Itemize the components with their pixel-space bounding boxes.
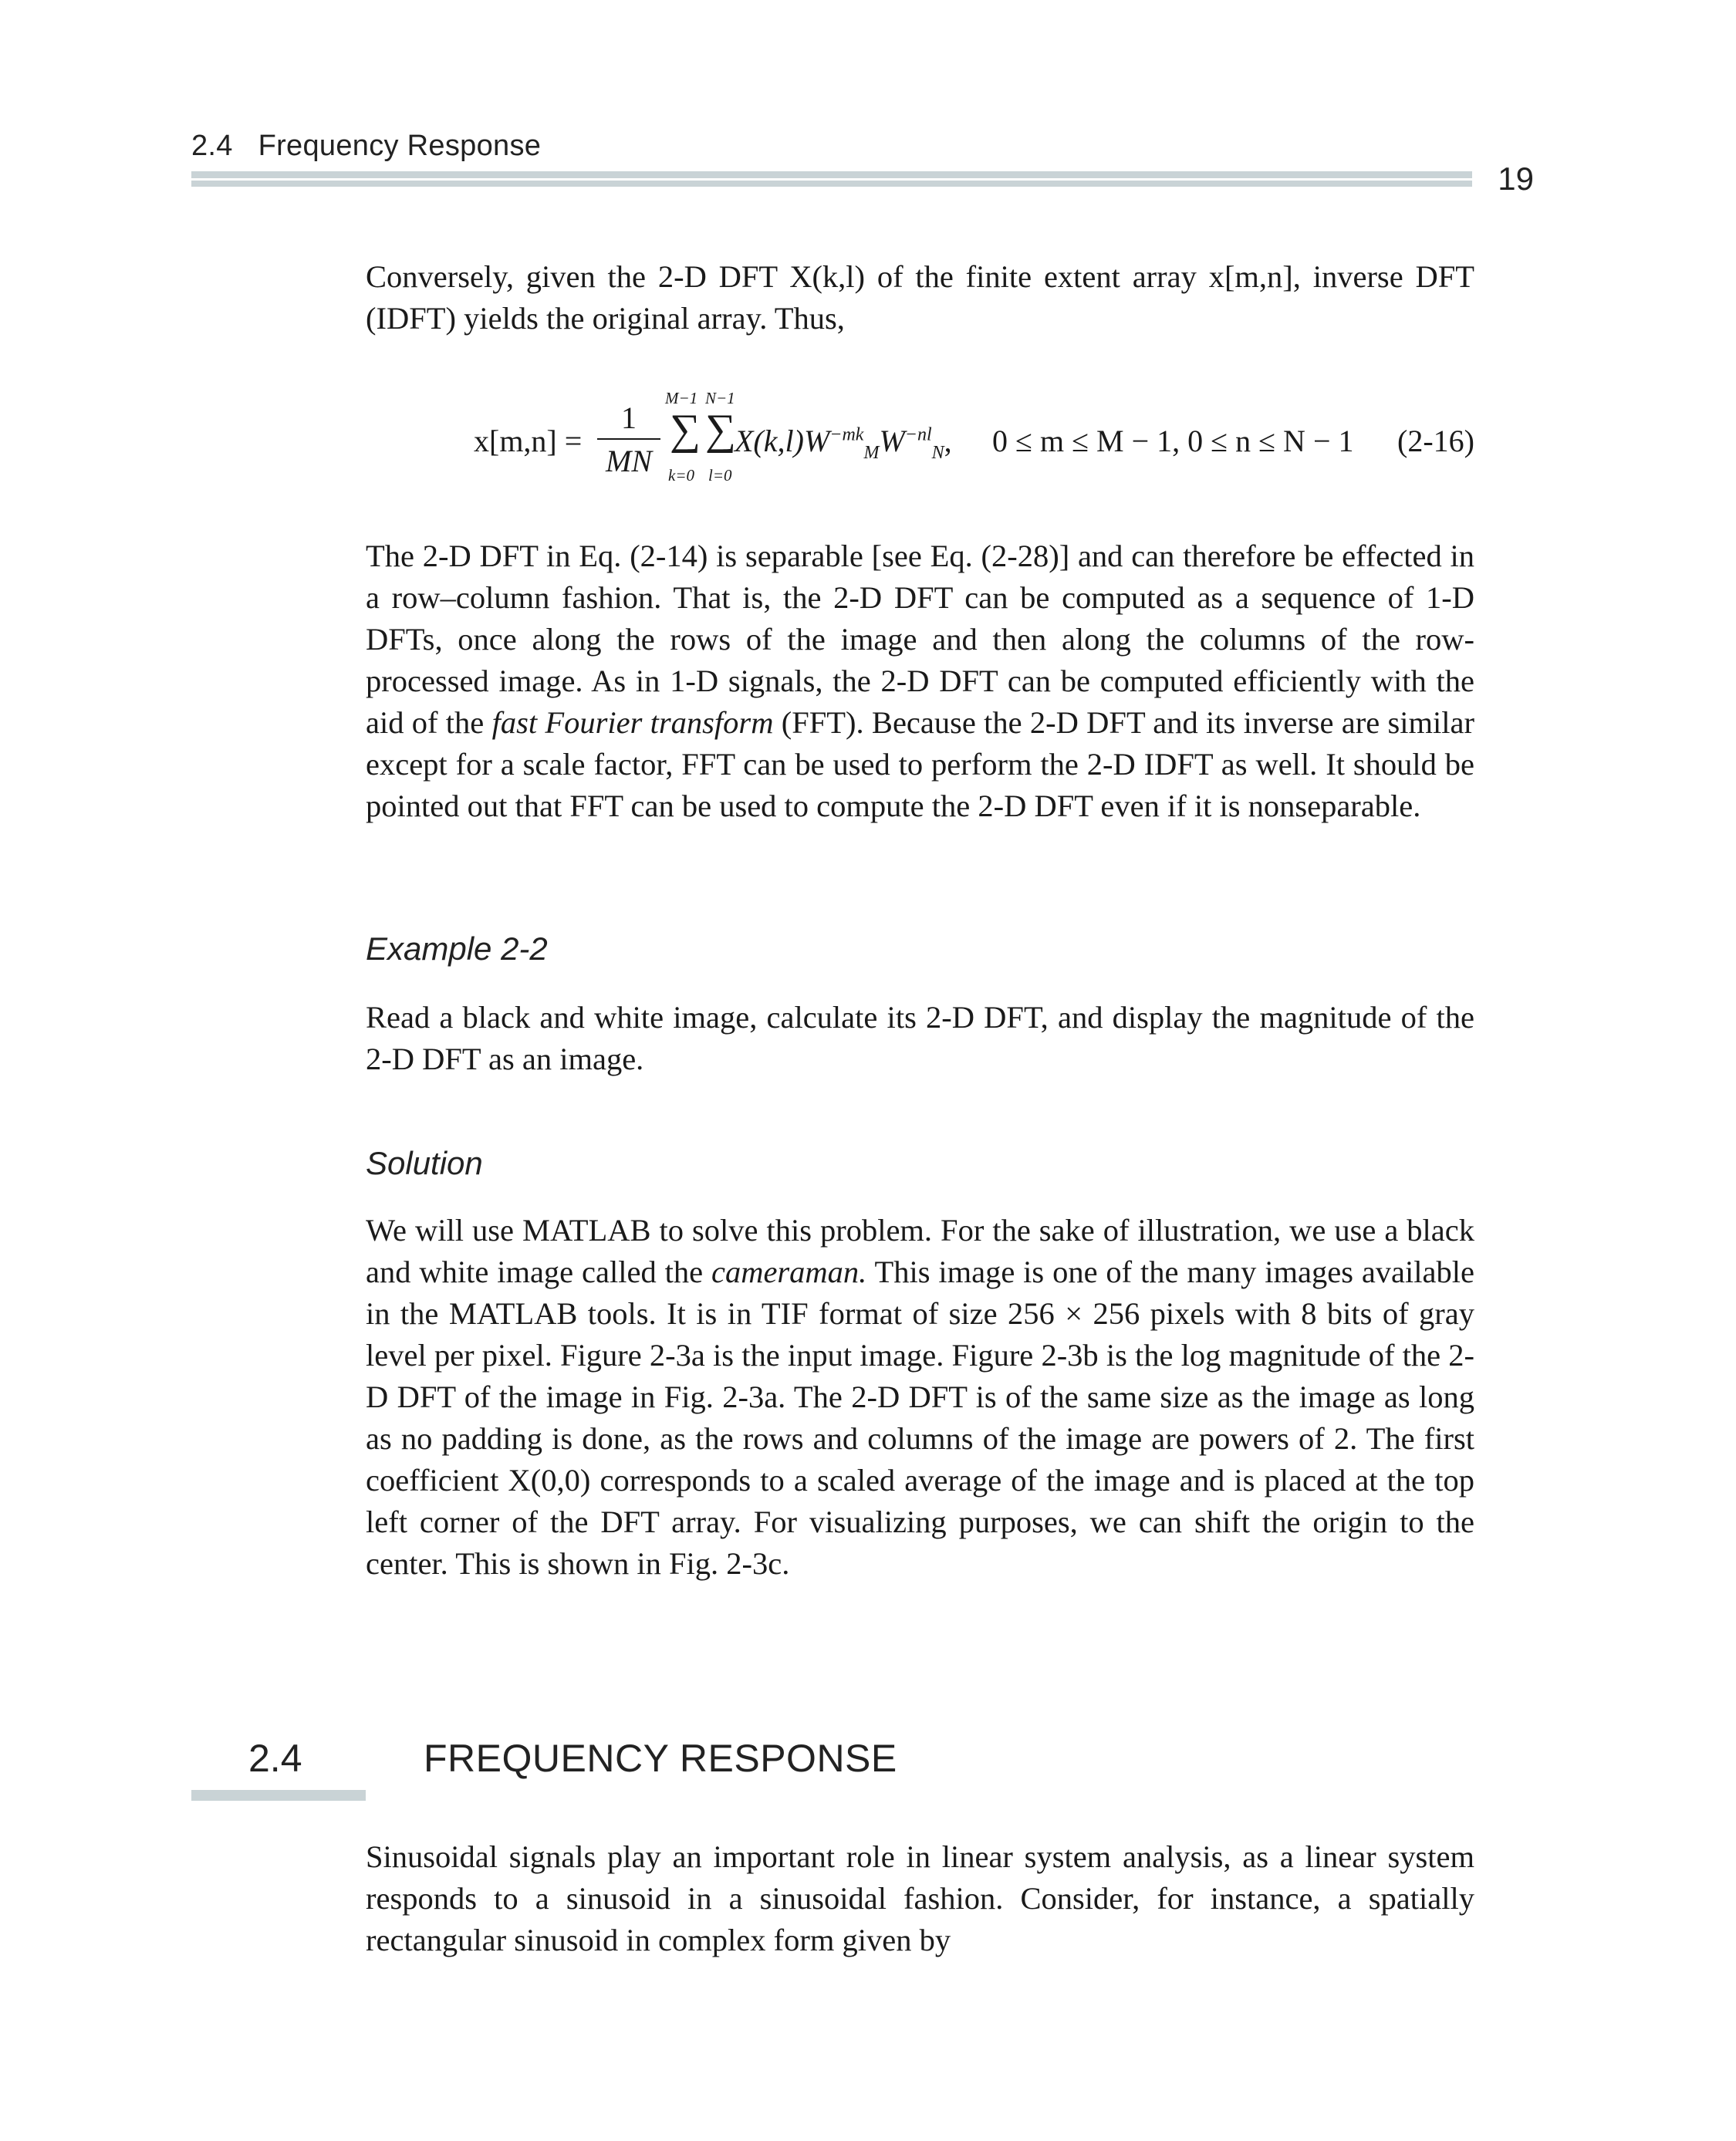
paragraph-idft-intro: Conversely, given the 2-D DFT X(k,l) of the finite extent array x[m,n], inverse DFT (IDFT) yields the original array. Thus, <box>366 259 1474 336</box>
running-head-section: 2.4 <box>191 130 233 162</box>
paragraph-separability-emphasis: fast Fourier transform <box>491 705 774 740</box>
example-text: Read a black and white image, calculate its 2-D DFT, and display the magnitude of the 2-D DFT as an image. <box>366 1000 1474 1076</box>
paragraph-separability-b: (FFT). Because the 2-D DFT and its inverse are similar except for a scale factor, FFT can be used to perform the 2-D IDFT as well. It should be pointed out that FFT can be used to compute the 2-D DFT even if it is nonseparable. <box>366 705 1475 823</box>
equation-body-main: X(k,l)W <box>735 424 830 458</box>
running-head-title: Frequency Response <box>258 130 542 162</box>
paragraph-separability-a: The 2-D DFT in Eq. (2-14) is separable [see Eq. (2-28)] and can therefore be effected in a row–column fashion. That is, the 2-D DFT can be computed as a sequence of 1-D DFTs, once along the rows of the image and then along the columns of the row-processed image. As in 1-D signals, the 2-D DFT can be computed efficiently with the aid of the <box>366 539 1474 740</box>
equation-sub1: M <box>863 443 880 463</box>
header-rule <box>191 171 1472 187</box>
fraction-numerator: 1 <box>621 400 637 435</box>
solution-text <box>366 1210 1474 1585</box>
paragraph-separability <box>366 535 1474 827</box>
sum2-upper-limit: N−1 <box>705 389 735 407</box>
paragraph-sinusoid: Sinusoidal signals play an important role in linear system analysis, as a linear system responds to a sinusoid in a sinusoidal fashion. Consider, for instance, a spatially rectangular sinusoid in complex form given by <box>366 1839 1474 1957</box>
sum2-lower-limit: l=0 <box>708 466 732 485</box>
equation-sub2: N <box>931 443 944 463</box>
sum1-sigma: ∑ <box>670 406 701 454</box>
solution-text-a: We will use MATLAB to solve this problem. For the sake of illustration, we use a black and white image called the <box>366 1213 1474 1289</box>
equation-2-16 <box>366 386 1474 494</box>
section-number: 2.4 <box>248 1737 302 1780</box>
equation-fraction <box>597 400 660 479</box>
equation-body <box>735 423 952 464</box>
solution-heading: Solution <box>366 1145 483 1181</box>
solution-text-b: This image is one of the many images available in the MATLAB tools. It is in TIF format of size 256 × 256 pixels with 8 bits of gray level per pixel. Figure 2-3a is the input image. Figure 2-3b is the log magnitude of the 2-D DFT of the image in Fig. 2-3a. The 2-D DFT is of the same size as the image as long as no padding is done, as the rows and columns of the image are powers of 2. The first coefficient X(0,0) corresponds to a scaled average of the image and is placed at the top left corner of the DFT array. For visualizing purposes, we can shift the origin to the center. This is shown in Fig. 2-3c. <box>366 1255 1474 1581</box>
equation-condition: 0 ≤ m ≤ M − 1, 0 ≤ n ≤ N − 1 <box>992 424 1354 458</box>
fraction-bar <box>597 438 660 440</box>
solution-text-emphasis: cameraman. <box>711 1255 867 1289</box>
sum1-upper-limit: M−1 <box>665 389 698 407</box>
sum1-lower-limit: k=0 <box>668 466 694 485</box>
section-rule <box>191 1790 366 1801</box>
example-heading: Example 2-2 <box>366 930 548 967</box>
equation-comma: , <box>944 424 952 458</box>
running-head <box>191 130 541 163</box>
page-number: 19 <box>1498 160 1534 197</box>
equation-sup1: −mk <box>829 424 864 445</box>
equation-body-w2: W <box>879 424 905 458</box>
fraction-denominator: MN <box>606 444 652 478</box>
equation-number: (2-16) <box>1397 424 1474 458</box>
section-title: FREQUENCY RESPONSE <box>424 1737 897 1780</box>
sum2-sigma: ∑ <box>705 406 736 454</box>
equation-lhs: x[m,n] = <box>474 424 583 458</box>
equation-sup2: −nl <box>904 424 932 445</box>
